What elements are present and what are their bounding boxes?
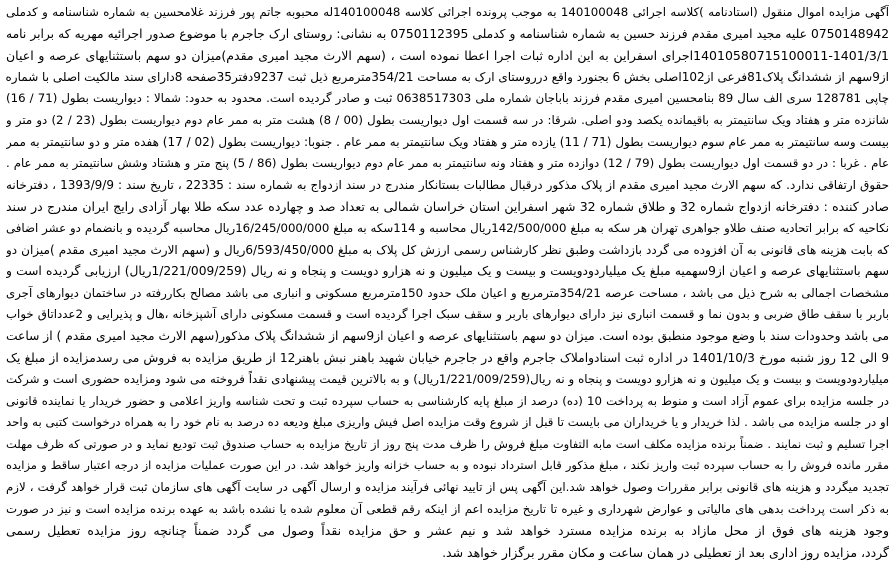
notice-line: وجود هزینه های فوق از محل مازاد به برنده مزایده مسترد خواهد شد و نیم عشر و حق مزایده نقداً وصول می گردد ضمناً چنانچه روز مزایده تعطیل رسمی (6, 523, 889, 539)
notice-line: سهم باستثنایهای عرصه و اعیان از9سهمیه مبلغ یک میلیاردودویست و بیست و یک میلیون و نه هزارو دویست و پنجاه و نه ریال (1/221/009/259ریال) ارزیابی گردیده است و (6, 264, 889, 279)
notice-line: حقوق ارتفاقی ندارد. که سهم الارث مجید امیری مقدم از پلاک مذکور درقبال مطالبات بستانکار مندرج در سند ازدواج به شماره سند : 22335 ، تاریخ سند : 1393/9/9 ، دفترخانه (6, 177, 889, 192)
notice-line: اجرا تسلیم و ثبت نمایند . ضمناً برنده مزایده مکلف است مابه التفاوت مبلغ فروش را ظرف مدت پنج روز از تاریخ مزایده به حساب صندوق ثبت تودیع نماید و در صورتی که ظرف مهلت (6, 436, 889, 451)
notice-line: که بابت هزینه های قانونی به آن افزوده می گردد بازداشت وطبق نظر کارشناس رسمی ارزش کل پلاک به مبلغ 6/593/450/000ریال و (سهم الارث مجید امیری مقدم )میزان دو (6, 242, 889, 257)
notice-line: میلیاردودویست و بیست و یک میلیون و نه هزارو دویست و پنجاه و نه ریال(1/221/009/259ریال) و به بالاترین قیمت پیشنهادی نقداً فروخته می شود ومزایده حضوری است و شرکت (6, 372, 889, 387)
notice-line: گردد، مزایده روز اداری بعد از تعطیلی در همان ساعت و مکان مقرر برگزار خواهد شد. (442, 544, 889, 560)
notice-line: بیست وسه سانتیمتر به ممر عام سوم دیواریست بطول (71 / 11) یازده متر و هفتاد ویک سانتیمتر به ممر عام . جنوبا: دیواریست بطول (02 / 17) هفده متر و دو سانتیمتر به ممر (6, 134, 889, 149)
notice-line: به ذکر است پرداخت بدهی های مالیاتی و عوارض شهرداری و غیره تا تاریخ مزایده اعم از اینکه رقم قطعی آن معلوم شده یا نشده باشد به عهده برنده مزایده است و نیز در صورت (6, 501, 889, 516)
notice-line: 14010580715100011-1401/3/1اجرای اسفراین به این اداره ثبات اجرا اعطا نموده است ، (سهم الارث مجید امیری مقدم)میزان دو سهم باستثنایهای عرصه و اعیان (6, 48, 889, 64)
notice-line: مشخصات اجمالی به شرح ذیل می باشد ، مساحت عرصه 354/21مترمربع و اعیان ملک حدود 150مترمربع مسکونی و انباری می باشد مصالح بکاررفته در ساختمان دیوارهای آجری (6, 285, 889, 300)
notice-line: تجدید میگردد و هزینه های قانونی برابر مقررات وصول خواهد شد.این آگهی پس از تایید نهائی فرآیند مزایده و ارسال آگهی در سایت آگهی های سازمان ثبت قرار خواهد گرفت ، لازم (6, 480, 889, 495)
notice-line: در جلسه مزایده برای عموم آزاد است و منوط به پرداخت 10 (ده) درصد از مبلغ پایه کارشناسی به حساب سپرده ثبت و تحت شناسه واریز اعلامی و حضور خریدار یا نماینده قانونی (6, 393, 889, 408)
notice-line: عام . غربا : در دو قسمت اول دیواریست بطول (79 / 12) دوازده متر و هفتاد ونه سانتیمتر به ممر عام دوم دیواریست بطول (86 / 5) پنج متر و هشتاد وشش سانتیمتر به ممر عام . (6, 156, 889, 171)
notice-line: نکاحیه که برابر اتحادیه صنف طلاو جواهری تهران هر سکه به مبلغ 142/500/000ریال محاسبه و 114سکه به مبلغ 16/245/000/000ریال محاسبه گردیده و بانضمام دو عشر اضافی (6, 220, 889, 235)
notice-line: صادر کننده : دفترخانه ازدواج شماره 32 و طلاق شماره 32 شهر اسفراین استان خراسان شمالی به تعداد صد و چهارده عدد سکه طلا بهار آزادی رایج ایران مندرج در سند (6, 199, 889, 215)
notice-line: می باشد وحدودات سند با وضع موجود منطبق بوده است. میزان دو سهم باستثنایهای عرصه و اعیان از9سهم از ششدانگ پلاک مذکور(سهم الارث مجید امیری مقدم ) از ساعت (6, 328, 889, 343)
notice-line: 9 الی 12 روز شنبه مورخ 1401/10/3 در اداره ثبت اسنادواملاک جاجرم واقع در جاجرم خیابان شهید باهنر نبش باهنر12 از طریق مزایده به فروش می رسدمزایده از مبلغ یک (6, 350, 889, 365)
notice-line: مقرر مانده فروش را به حساب سپرده ثبت واریز نکند ، مبلغ مذکور قابل استرداد نبوده و به حساب خزانه واریز خواهد شد. در این صورت عملیات مزایده از درجه اعتبار ساقط و مزایده (6, 458, 889, 473)
notice-line: چاپی 128781 سری الف سال 89 بنامحسین امیری مقدم فرزند باباجان شماره ملی 0638517303 ثبت و صادر گردیده است. محدود به حدود: شمالا : دیواریست بطول (71 / 16) (6, 91, 889, 106)
notice-line: از9سهم از ششدانگ پلاک81فرعی از102اصلی بخش 6 بجنورد واقع درروستای ارک به مساحت 354/21مترمربع ذیل ثبت 9237دفتر35صفحه 8دارای سند مالکیت اصلی با شماره (6, 69, 889, 84)
notice-line: آگهی مزایده اموال منقول (استادنامه )کلاسه اجرائی 140100048 به موجب پرونده اجرائی کلاسه 140100048له محبوبه جاتم پور فرزند غلامحسین به شماره شناسنامه و کدملی (6, 5, 889, 19)
notice-line: او در جلسه مزایده می باشد . لذا خریدار و یا خریداران می بایست تا قبل از شروع وقت مزایده اصل فیش واریزی مبلغ ودیعه ده درصد به نام خود را به همراه درخواست کتبی به واحد (6, 415, 889, 430)
notice-line: باربر با سقف طاق ضربی و بدون نما و قسمت انباری نیز دارای دیوارهای باربر و سقف سبک اجرا گردیده است و قسمت مسکونی دارای آشپزخانه ،هال و پذیرایی و 2عدداتاق خواب (6, 307, 889, 322)
notice-line: 0750148942 علیه مجید امیری مقدم فرزند حسین به شماره شناسنامه و کدملی 0750112395 به نشانی: روستای ارک جاجرم با موضوع صدور اجرائیه مهریه که برابر نامه (6, 26, 889, 41)
notice-line: شانزده متر و هفتاد ویک سانتیمتر به باقیمانده یکصد ودو اصلی. شرقا: در سه قسمت اول دیواریست بطول (00 / 8) هشت متر به ممر عام دوم دیواریست بطول (23 / 2) دو متر و (6, 112, 889, 127)
